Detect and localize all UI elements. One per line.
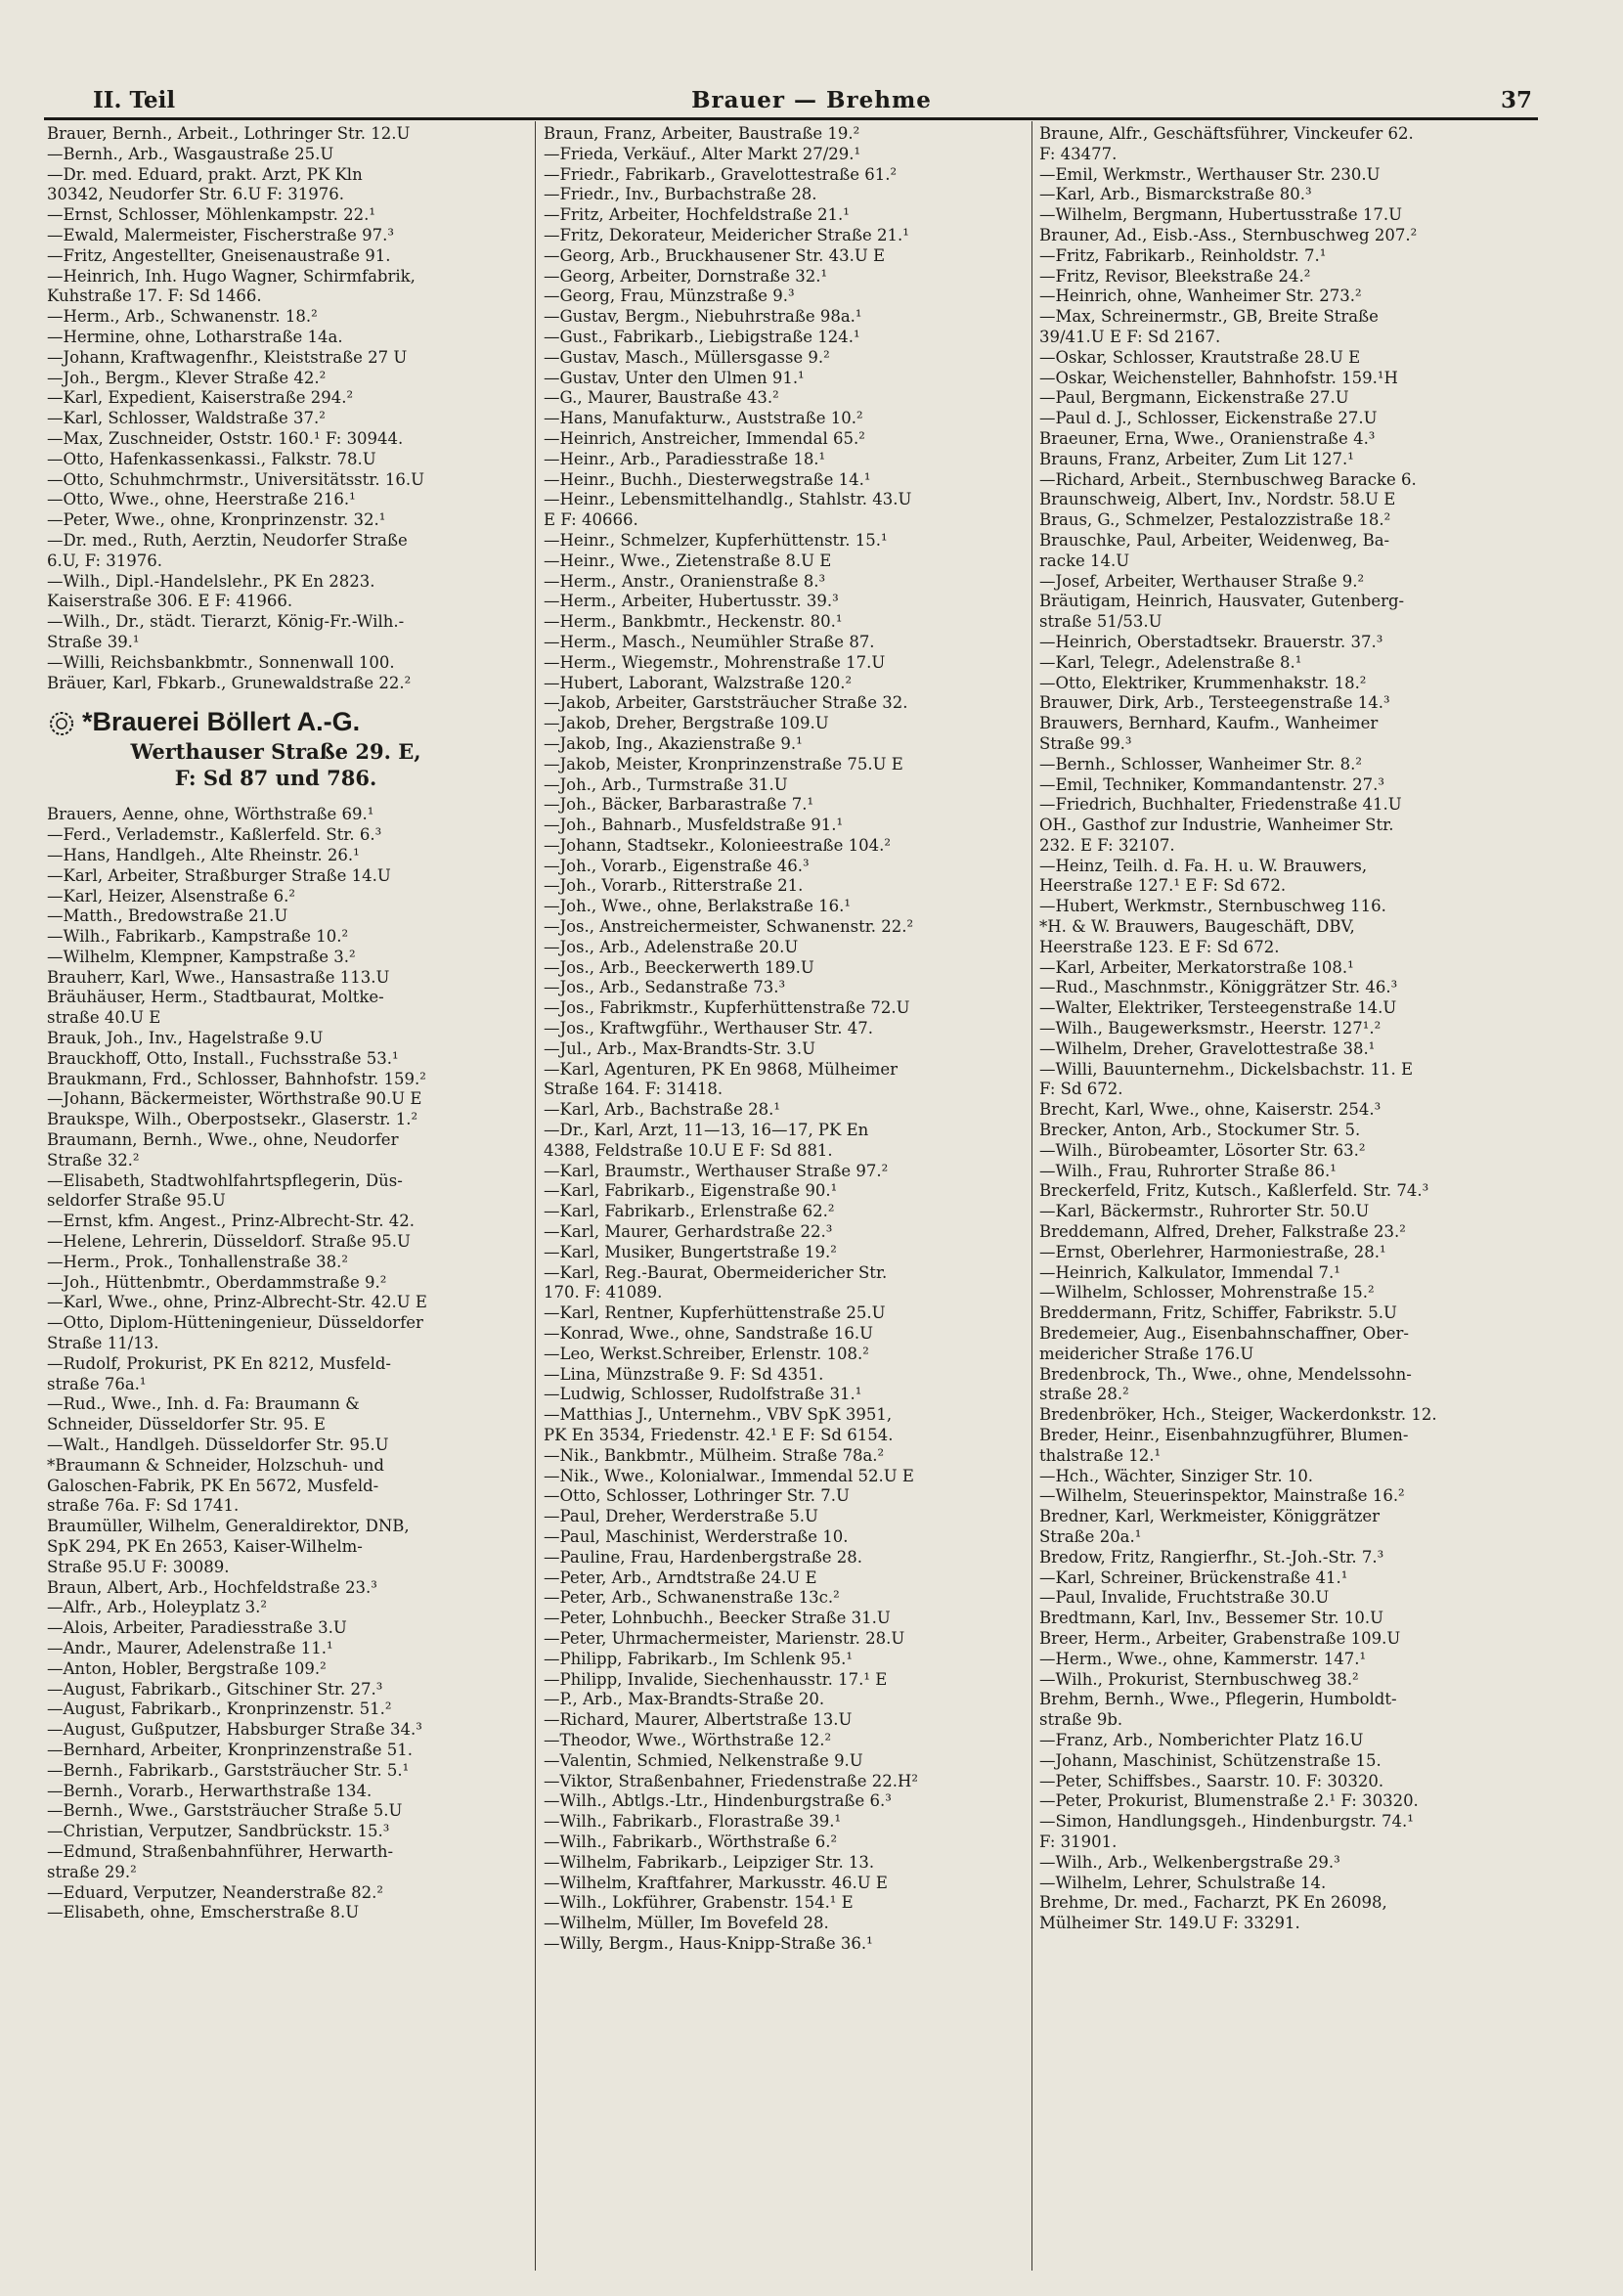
directory-entry-line: —Herm., Bankbmtr., Heckenstr. 80.¹ bbox=[544, 612, 843, 632]
directory-entry-line: Bredow, Fritz, Rangierfhr., St.-Joh.-Str. 7.³ bbox=[1039, 1547, 1384, 1567]
directory-entry-line: —Max, Zuschneider, Oststr. 160.¹ F: 30944. bbox=[47, 428, 404, 448]
directory-entry-line: —Karl, Rentner, Kupferhüttenstraße 25.U bbox=[544, 1303, 886, 1323]
directory-entry-line: straße 28.² bbox=[1039, 1385, 1129, 1404]
directory-entry-line: Bredemeier, Aug., Eisenbahnschaffner, Ober- bbox=[1039, 1324, 1409, 1344]
directory-entry-line: —Paul d. J., Schlosser, Eickenstraße 27.U bbox=[1039, 409, 1378, 428]
directory-entry-line: —Fritz, Revisor, Bleekstraße 24.² bbox=[1039, 266, 1311, 286]
directory-entry-line: —Bernh., Wwe., Garststräucher Straße 5.U bbox=[47, 1801, 403, 1821]
directory-entry-line: Bräuhäuser, Herm., Stadtbaurat, Moltke- bbox=[47, 988, 384, 1007]
directory-entry-line: PK En 3534, Friedenstr. 42.¹ E F: Sd 6154. bbox=[544, 1426, 894, 1444]
directory-entry-line: Braumann, Bernh., Wwe., ohne, Neudorfer bbox=[47, 1130, 399, 1150]
directory-entry-line: —Richard, Maurer, Albertstraße 13.U bbox=[544, 1710, 853, 1730]
directory-entry-line: —G., Maurer, Baustraße 43.² bbox=[544, 388, 779, 408]
directory-entry-line: —Gust., Fabrikarb., Liebigstraße 124.¹ bbox=[544, 327, 860, 346]
directory-entry-line: —Jos., Anstreichermeister, Schwanenstr. 22.² bbox=[544, 917, 914, 937]
directory-entry-line: —Valentin, Schmied, Nelkenstraße 9.U bbox=[544, 1750, 863, 1770]
directory-entry-line: —Wilh., Prokurist, Sternbuschweg 38.² bbox=[1039, 1669, 1359, 1689]
directory-entry-line: Brauschke, Paul, Arbeiter, Weidenweg, Ba- bbox=[1039, 530, 1390, 550]
directory-entry-line: —Matthias J., Unternehm., VBV SpK 3951, bbox=[544, 1405, 893, 1425]
directory-entry-line: —Wilhelm, Fabrikarb., Leipziger Str. 13. bbox=[544, 1852, 875, 1872]
directory-entry-line: —Simon, Handlungsgeh., Hindenburgstr. 74.¹ bbox=[1039, 1812, 1414, 1832]
directory-entry-line: Breddemann, Alfred, Dreher, Falkstraße 23.² bbox=[1039, 1222, 1406, 1242]
directory-entry-line: —Hubert, Werkmstr., Sternbuschweg 116. bbox=[1039, 897, 1386, 916]
entry-list bbox=[1039, 124, 1497, 1934]
directory-entry-line: —Jos., Arb., Sedanstraße 73.³ bbox=[544, 978, 786, 997]
directory-entry-line: seldorfer Straße 95.U bbox=[47, 1191, 226, 1211]
directory-entry-line: —Karl, Fabrikarb., Erlenstraße 62.² bbox=[544, 1202, 835, 1221]
directory-entry-line: —Karl, Reg.-Baurat, Obermeidericher Str. bbox=[544, 1262, 888, 1282]
directory-entry-line: —Wilhelm, Kraftfahrer, Markusstr. 46.U E bbox=[544, 1873, 888, 1892]
directory-entry-line: —Hch., Wächter, Sinziger Str. 10. bbox=[1039, 1466, 1314, 1485]
directory-entry-line: —Willi, Reichsbankbmtr., Sonnenwall 100. bbox=[47, 652, 395, 672]
directory-entry-line: —Peter, Lohnbuchh., Beecker Straße 31.U bbox=[544, 1609, 891, 1628]
directory-entry-line: 170. F: 41089. bbox=[544, 1283, 663, 1303]
directory-entry-line: —Emil, Techniker, Kommandantenstr. 27.³ bbox=[1039, 774, 1384, 794]
directory-entry-line: Brehm, Bernh., Wwe., Pflegerin, Humboldt- bbox=[1039, 1690, 1397, 1709]
directory-entry-line: Straße 164. F: 31418. bbox=[544, 1080, 724, 1099]
directory-entry-line: Heerstraße 127.¹ E F: Sd 672. bbox=[1039, 876, 1287, 896]
directory-entry-line: —Elisabeth, Stadtwohlfahrtspflegerin, Düs- bbox=[47, 1170, 403, 1190]
directory-entry-line: —Alfr., Arb., Holeyplatz 3.² bbox=[47, 1598, 267, 1617]
directory-entry-line: —Fritz, Arbeiter, Hochfeldstraße 21.¹ bbox=[544, 205, 850, 225]
directory-entry-line: —Peter, Wwe., ohne, Kronprinzenstr. 32.¹ bbox=[47, 510, 386, 530]
directory-entry-line: straße 51/53.U bbox=[1039, 612, 1162, 632]
directory-entry-line: —Jakob, Meister, Kronprinzenstraße 75.U E bbox=[544, 754, 903, 773]
directory-entry-line: Brauwer, Dirk, Arb., Tersteegenstraße 14.³ bbox=[1039, 693, 1390, 713]
directory-entry-line: —Leo, Werkst.Schreiber, Erlenstr. 108.² bbox=[544, 1344, 869, 1363]
directory-entry-line: —Wilh., Frau, Ruhrorter Straße 86.¹ bbox=[1039, 1161, 1337, 1180]
directory-entry-line: —P., Arb., Max-Brandts-Straße 20. bbox=[544, 1690, 825, 1709]
directory-entry-line: Breckerfeld, Fritz, Kutsch., Kaßlerfeld. Str. 74.³ bbox=[1039, 1181, 1429, 1201]
directory-entry-line: —Joh., Vorarb., Ritterstraße 21. bbox=[544, 876, 804, 896]
directory-entry-line: —Peter, Schiffsbes., Saarstr. 10. F: 30320. bbox=[1039, 1771, 1384, 1790]
directory-entry-line: —Heinr., Arb., Paradiesstraße 18.¹ bbox=[544, 449, 826, 468]
directory-entry-line: —Hans, Manufakturw., Auststraße 10.² bbox=[544, 409, 863, 428]
directory-entry-line: —Rud., Maschnmstr., Königgrätzer Str. 46.³ bbox=[1039, 978, 1398, 997]
directory-entry-line: —Dr. med. Eduard, prakt. Arzt, PK Kln bbox=[47, 164, 363, 184]
directory-entry-line: Brauherr, Karl, Wwe., Hansastraße 113.U bbox=[47, 967, 390, 987]
directory-entry-line: —Joh., Bergm., Klever Straße 42.² bbox=[47, 368, 327, 387]
directory-entry-line: —Paul, Dreher, Werderstraße 5.U bbox=[544, 1507, 818, 1526]
directory-entry-line: —Lina, Münzstraße 9. F: Sd 4351. bbox=[544, 1364, 824, 1384]
advertiser-address: Werthauser Straße 29. E, bbox=[130, 739, 421, 765]
column-3 bbox=[1039, 124, 1497, 1934]
directory-entry-line: —Johann, Kraftwagenfhr., Kleiststraße 27 U bbox=[47, 347, 408, 367]
directory-entry-line: 30342, Neudorfer Str. 6.U F: 31976. bbox=[47, 185, 344, 204]
directory-entry-line: —Jakob, Dreher, Bergstraße 109.U bbox=[544, 714, 829, 733]
directory-entry-line: —Walter, Elektriker, Tersteegenstraße 14.U bbox=[1039, 998, 1397, 1018]
directory-entry-line: —Otto, Wwe., ohne, Heerstraße 216.¹ bbox=[47, 490, 356, 509]
directory-entry-line: Brauers, Aenne, ohne, Wörthstraße 69.¹ bbox=[47, 805, 374, 824]
directory-entry-line: Braune, Alfr., Geschäftsführer, Vinckeufer 62. bbox=[1039, 124, 1414, 143]
directory-entry-line: E F: 40666. bbox=[544, 510, 638, 530]
directory-entry-line: —Friedrich, Buchhalter, Friedenstraße 41.U bbox=[1039, 795, 1402, 815]
directory-entry-line: SpK 294, PK En 2653, Kaiser-Wilhelm- bbox=[47, 1537, 363, 1556]
directory-entry-line: —Nik., Wwe., Kolonialwar., Immendal 52.U E bbox=[544, 1466, 914, 1485]
directory-entry-line: —Dr., Karl, Arzt, 11—13, 16—17, PK En bbox=[544, 1121, 869, 1140]
directory-entry-line: Kuhstraße 17. F: Sd 1466. bbox=[47, 287, 262, 306]
advertiser-name: *Brauerei Böllert A.-G. bbox=[82, 707, 361, 737]
directory-entry-line: —Dr. med., Ruth, Aerztin, Neudorfer Straße bbox=[47, 530, 408, 550]
directory-entry-line: —Fritz, Angestellter, Gneisenaustraße 91. bbox=[47, 245, 391, 265]
directory-entry-line: —Willy, Bergm., Haus-Knipp-Straße 36.¹ bbox=[544, 1933, 873, 1953]
directory-entry-line: OH., Gasthof zur Industrie, Wanheimer Str. bbox=[1039, 816, 1394, 835]
directory-entry-line: —Heinz, Teilh. d. Fa. H. u. W. Brauwers, bbox=[1039, 856, 1368, 875]
directory-entry-line: Schneider, Düsseldorfer Str. 95. E bbox=[47, 1415, 326, 1435]
directory-entry-line: —Karl, Arbeiter, Straßburger Straße 14.U bbox=[47, 865, 391, 885]
directory-entry-line: Braeuner, Erna, Wwe., Oranienstraße 4.³ bbox=[1039, 428, 1376, 448]
directory-entry-line: —Wilh., Baugewerksmstr., Heerstr. 127¹.² bbox=[1039, 1019, 1382, 1038]
directory-entry-line: —Willi, Bauunternehm., Dickelsbachstr. 11. E bbox=[1039, 1059, 1414, 1079]
directory-entry-line: —Wilhelm, Müller, Im Bovefeld 28. bbox=[544, 1914, 829, 1933]
directory-entry-line: —Herm., Wwe., ohne, Kammerstr. 147.¹ bbox=[1039, 1649, 1367, 1668]
directory-entry-line: —Gustav, Bergm., Niebuhrstraße 98a.¹ bbox=[544, 307, 862, 327]
directory-entry-line: —Otto, Diplom-Hütteningenieur, Düsseldorfer bbox=[47, 1313, 423, 1333]
directory-entry-line: —Karl, Agenturen, PK En 9868, Mülheimer bbox=[544, 1059, 899, 1079]
directory-entry-line: Heerstraße 123. E F: Sd 672. bbox=[1039, 937, 1280, 956]
directory-entry-line: —August, Fabrikarb., Gitschiner Str. 27.³ bbox=[47, 1679, 383, 1699]
directory-entry-line: —Nik., Bankbmtr., Mülheim. Straße 78a.² bbox=[544, 1445, 885, 1465]
directory-entry-line: —Wilhelm, Klempner, Kampstraße 3.² bbox=[47, 947, 356, 966]
directory-entry-line: Braunschweig, Albert, Inv., Nordstr. 58.U E bbox=[1039, 490, 1396, 509]
directory-entry-line: —Wilh., Abtlgs.-Ltr., Hindenburgstraße 6.³ bbox=[544, 1791, 892, 1811]
column-divider bbox=[535, 121, 536, 2271]
directory-entry-line: Brehme, Dr. med., Facharzt, PK En 26098, bbox=[1039, 1893, 1387, 1913]
directory-entry-line: Bräuer, Karl, Fbkarb., Grunewaldstraße 22.² bbox=[47, 673, 412, 692]
directory-entry-line: —Jos., Arb., Adelenstraße 20.U bbox=[544, 937, 799, 956]
directory-entry-line: —Herm., Prok., Tonhallenstraße 38.² bbox=[47, 1252, 348, 1271]
directory-entry-line: —Walt., Handlgeh. Düsseldorfer Str. 95.U bbox=[47, 1435, 389, 1455]
directory-entry-line: —Wilh., Fabrikarb., Florastraße 39.¹ bbox=[544, 1812, 842, 1832]
directory-entry-line: —Oskar, Weichensteller, Bahnhofstr. 159.¹H bbox=[1039, 368, 1398, 387]
directory-entry-line: —Rud., Wwe., Inh. d. Fa: Braumann & bbox=[47, 1394, 360, 1414]
directory-entry-line: —Johann, Bäckermeister, Wörthstraße 90.U E bbox=[47, 1089, 422, 1109]
directory-entry-line: —Hans, Handlgeh., Alte Rheinstr. 26.¹ bbox=[47, 845, 360, 864]
directory-entry-line: —Helene, Lehrerin, Düsseldorf. Straße 95.U bbox=[47, 1232, 411, 1252]
directory-entry-line: —Ernst, Schlosser, Möhlenkampstr. 22.¹ bbox=[47, 205, 375, 225]
directory-entry-line: —Friedr., Fabrikarb., Gravelottestraße 61.² bbox=[544, 164, 898, 184]
directory-entry-line: —Peter, Arb., Schwanenstraße 13c.² bbox=[544, 1588, 840, 1608]
directory-entry-line: —Karl, Schreiner, Brückenstraße 41.¹ bbox=[1039, 1567, 1348, 1587]
directory-entry-line: —Fritz, Fabrikarb., Reinholdstr. 7.¹ bbox=[1039, 245, 1327, 265]
directory-entry-line: —Wilhelm, Schlosser, Mohrenstraße 15.² bbox=[1039, 1283, 1375, 1303]
directory-entry-line: —Otto, Hafenkassenkassi., Falkstr. 78.U bbox=[47, 449, 376, 468]
directory-entry-line: —Karl, Wwe., ohne, Prinz-Albrecht-Str. 42.U E bbox=[47, 1293, 427, 1312]
directory-entry-line: straße 40.U E bbox=[47, 1008, 161, 1028]
directory-entry-line: straße 76a. F: Sd 1741. bbox=[47, 1496, 240, 1516]
directory-entry-line: —Joh., Bahnarb., Musfeldstraße 91.¹ bbox=[544, 816, 844, 835]
directory-entry-line: —Wilh., Fabrikarb., Wörthstraße 6.² bbox=[544, 1832, 838, 1851]
directory-entry-line: —Theodor, Wwe., Wörthstraße 12.² bbox=[544, 1730, 832, 1749]
directory-entry-line: Brauner, Ad., Eisb.-Ass., Sternbuschweg 207.² bbox=[1039, 225, 1418, 244]
directory-entry-line: —Philipp, Fabrikarb., Im Schlenk 95.¹ bbox=[544, 1649, 853, 1668]
directory-entry-line: Braun, Franz, Arbeiter, Baustraße 19.² bbox=[544, 124, 860, 143]
directory-entry-line: straße 76a.¹ bbox=[47, 1374, 147, 1393]
directory-entry-line: —Karl, Maurer, Gerhardstraße 22.³ bbox=[544, 1222, 833, 1242]
directory-entry-line: Bräutigam, Heinrich, Hausvater, Gutenberg- bbox=[1039, 592, 1405, 611]
column-divider bbox=[1031, 121, 1032, 2271]
directory-entry-line: Brauer, Bernh., Arbeit., Lothringer Str. 12.U bbox=[47, 124, 411, 143]
directory-entry-line: —Joh., Arb., Turmstraße 31.U bbox=[544, 774, 788, 794]
entry-list bbox=[47, 124, 504, 693]
directory-entry-line: meidericher Straße 176.U bbox=[1039, 1344, 1254, 1363]
directory-entry-line: —Karl, Fabrikarb., Eigenstraße 90.¹ bbox=[544, 1181, 838, 1201]
page-number: 37 bbox=[1500, 87, 1532, 113]
directory-entry-line: Kaiserstraße 306. E F: 41966. bbox=[47, 592, 293, 611]
directory-entry-line: —Otto, Schlosser, Lothringer Str. 7.U bbox=[544, 1486, 850, 1506]
directory-entry-line: Braukmann, Frd., Schlosser, Bahnhofstr. 159.² bbox=[47, 1069, 426, 1088]
directory-entry-line: thalstraße 12.¹ bbox=[1039, 1445, 1162, 1465]
directory-entry-line: F: 31901. bbox=[1039, 1832, 1118, 1851]
directory-entry-line: —Wilh., Bürobeamter, Lösorter Str. 63.² bbox=[1039, 1140, 1366, 1160]
directory-entry-line: —Herm., Arbeiter, Hubertusstr. 39.³ bbox=[544, 592, 839, 611]
directory-entry-line: —Johann, Maschinist, Schützenstraße 15. bbox=[1039, 1750, 1382, 1770]
directory-entry-line: Straße 95.U F: 30089. bbox=[47, 1557, 230, 1576]
directory-entry-line: Braun, Albert, Arb., Hochfeldstraße 23.³ bbox=[47, 1577, 377, 1597]
directory-entry-line: —Heinr., Wwe., Zietenstraße 8.U E bbox=[544, 551, 832, 570]
entry-list bbox=[544, 124, 1001, 1955]
directory-entry-line: —Bernh., Arb., Wasgaustraße 25.U bbox=[47, 144, 334, 163]
directory-entry-line: —Karl, Arbeiter, Merkatorstraße 108.¹ bbox=[1039, 957, 1354, 977]
directory-entry-line: Straße 99.³ bbox=[1039, 733, 1132, 753]
directory-entry-line: F: Sd 672. bbox=[1039, 1080, 1123, 1099]
directory-entry-line: —Georg, Arbeiter, Dornstraße 32.¹ bbox=[544, 266, 828, 286]
directory-entry-line: —Franz, Arb., Nomberichter Platz 16.U bbox=[1039, 1730, 1364, 1749]
directory-entry-line: Brecht, Karl, Wwe., ohne, Kaiserstr. 254.³ bbox=[1039, 1100, 1382, 1120]
directory-entry-line: —Wilh., Fabrikarb., Kampstraße 10.² bbox=[47, 927, 349, 947]
directory-entry-line: —Karl, Expedient, Kaiserstraße 294.² bbox=[47, 388, 354, 408]
directory-entry-line: —Ernst, Oberlehrer, Harmoniestraße, 28.¹ bbox=[1039, 1242, 1386, 1261]
directory-entry-line: —Anton, Hobler, Bergstraße 109.² bbox=[47, 1658, 327, 1678]
directory-entry-line: —Pauline, Frau, Hardenbergstraße 28. bbox=[544, 1547, 862, 1567]
page-title: Brauer — Brehme bbox=[691, 87, 932, 113]
directory-entry-line: —Emil, Werkmstr., Werthauser Str. 230.U bbox=[1039, 164, 1381, 184]
directory-entry-line: —Heinrich, Oberstadtsekr. Brauerstr. 37.³ bbox=[1039, 632, 1383, 651]
directory-entry-line: 39/41.U E F: Sd 2167. bbox=[1039, 327, 1221, 346]
directory-entry-line: Bredenbröker, Hch., Steiger, Wackerdonkstr. 12. bbox=[1039, 1405, 1437, 1425]
directory-entry-line: —Wilhelm, Bergmann, Hubertusstraße 17.U bbox=[1039, 205, 1403, 225]
directory-entry-line: 4388, Feldstraße 10.U E F: Sd 881. bbox=[544, 1140, 833, 1160]
directory-entry-line: —Bernh., Schlosser, Wanheimer Str. 8.² bbox=[1039, 754, 1362, 773]
column-2 bbox=[544, 124, 1001, 1955]
directory-entry-line: —Richard, Arbeit., Sternbuschweg Baracke 6. bbox=[1039, 469, 1417, 489]
directory-entry-line: racke 14.U bbox=[1039, 551, 1130, 570]
directory-entry-line: —Jakob, Arbeiter, Garststräucher Straße 32. bbox=[544, 693, 908, 713]
directory-entry-line: Braumüller, Wilhelm, Generaldirektor, DNB, bbox=[47, 1517, 410, 1536]
directory-entry-line: —Paul, Invalide, Fruchtstraße 30.U bbox=[1039, 1588, 1330, 1608]
directory-entry-line: Breer, Herm., Arbeiter, Grabenstraße 109.U bbox=[1039, 1628, 1401, 1648]
directory-entry-line: —Otto, Elektriker, Krummenhakstr. 18.² bbox=[1039, 673, 1367, 692]
directory-entry-line: —Herm., Anstr., Oranienstraße 8.³ bbox=[544, 571, 826, 591]
directory-entry-line: —Karl, Heizer, Alsenstraße 6.² bbox=[47, 886, 296, 905]
directory-entry-line: —Jakob, Ing., Akazienstraße 9.¹ bbox=[544, 733, 803, 753]
directory-entry-line: —Frieda, Verkäuf., Alter Markt 27/29.¹ bbox=[544, 144, 861, 163]
directory-entry-line: —Karl, Arb., Bismarckstraße 80.³ bbox=[1039, 185, 1312, 204]
directory-entry-line: —Gustav, Unter den Ulmen 91.¹ bbox=[544, 368, 805, 387]
directory-entry-line: —Friedr., Inv., Burbachstraße 28. bbox=[544, 185, 817, 204]
directory-entry-line: —Ewald, Malermeister, Fischerstraße 97.³ bbox=[47, 225, 395, 244]
directory-entry-line: F: 43477. bbox=[1039, 144, 1118, 163]
directory-entry-line: —Joh., Wwe., ohne, Berlakstraße 16.¹ bbox=[544, 897, 852, 916]
directory-entry-line: —Andr., Maurer, Adelenstraße 11.¹ bbox=[47, 1638, 333, 1657]
directory-entry-line: Brauk, Joh., Inv., Hagelstraße 9.U bbox=[47, 1029, 324, 1048]
directory-entry-line: —Karl, Telegr., Adelenstraße 8.¹ bbox=[1039, 652, 1302, 672]
directory-entry-line: —Heinrich, Anstreicher, Immendal 65.² bbox=[544, 428, 865, 448]
directory-entry-line: —Jos., Fabrikmstr., Kupferhüttenstraße 72.U bbox=[544, 998, 910, 1018]
directory-entry-line: Brecker, Anton, Arb., Stockumer Str. 5. bbox=[1039, 1121, 1361, 1140]
directory-entry-line: —Wilh., Arb., Welkenbergstraße 29.³ bbox=[1039, 1852, 1340, 1872]
directory-entry-line: —Karl, Arb., Bachstraße 28.¹ bbox=[544, 1100, 780, 1120]
directory-entry-line: Mülheimer Str. 149.U F: 33291. bbox=[1039, 1914, 1300, 1933]
directory-entry-line: —Josef, Arbeiter, Werthauser Straße 9.² bbox=[1039, 571, 1365, 591]
directory-entry-line: Braukspe, Wilh., Oberpostsekr., Glaserstr. 1.² bbox=[47, 1110, 418, 1129]
directory-entry-line: —Heinr., Lebensmittelhandlg., Stahlstr. 43.U bbox=[544, 490, 912, 509]
directory-entry-line: —Jul., Arb., Max-Brandts-Str. 3.U bbox=[544, 1038, 816, 1058]
directory-entry-line: *Braumann & Schneider, Holzschuh- und bbox=[47, 1455, 384, 1475]
directory-entry-line: —Max, Schreinermstr., GB, Breite Straße bbox=[1039, 307, 1379, 327]
column-1 bbox=[47, 124, 504, 1923]
directory-entry-line: —Philipp, Invalide, Siechenhausstr. 17.¹ E bbox=[544, 1669, 888, 1689]
directory-entry-line: —Jos., Kraftwgführ., Werthauser Str. 47. bbox=[544, 1019, 873, 1038]
directory-entry-line: *H. & W. Brauwers, Baugeschäft, DBV, bbox=[1039, 917, 1355, 937]
directory-entry-line: —Georg, Arb., Bruckhausener Str. 43.U E bbox=[544, 245, 886, 265]
directory-entry-line: —Wilh., Dr., städt. Tierarzt, König-Fr.-Wilh.- bbox=[47, 612, 405, 632]
directory-entry-line: —Eduard, Verputzer, Neanderstraße 82.² bbox=[47, 1882, 383, 1902]
directory-entry-line: —Joh., Vorarb., Eigenstraße 46.³ bbox=[544, 856, 810, 875]
directory-entry-line: Bredner, Karl, Werkmeister, Königgrätzer bbox=[1039, 1507, 1381, 1526]
directory-entry-line: —Herm., Arb., Schwanenstr. 18.² bbox=[47, 307, 318, 327]
header-rule bbox=[44, 117, 1538, 120]
directory-entry-line: Breddermann, Fritz, Schiffer, Fabrikstr. 5.U bbox=[1039, 1303, 1397, 1323]
directory-entry-line: —Wilhelm, Lehrer, Schulstraße 14. bbox=[1039, 1873, 1327, 1892]
directory-entry-line: —Wilhelm, Dreher, Gravelottestraße 38.¹ bbox=[1039, 1038, 1376, 1058]
directory-entry-line: Brauns, Franz, Arbeiter, Zum Lit 127.¹ bbox=[1039, 449, 1354, 468]
directory-entry-line: —Bernhard, Arbeiter, Kronprinzenstraße 51. bbox=[47, 1740, 413, 1759]
directory-entry-line: —Elisabeth, ohne, Emscherstraße 8.U bbox=[47, 1903, 360, 1922]
directory-entry-line: —Oskar, Schlosser, Krautstraße 28.U E bbox=[1039, 347, 1361, 367]
directory-entry-line: —Heinrich, Kalkulator, Immendal 7.¹ bbox=[1039, 1262, 1340, 1282]
directory-entry-line: Straße 39.¹ bbox=[47, 632, 140, 651]
directory-entry-line: —Herm., Wiegemstr., Mohrenstraße 17.U bbox=[544, 652, 886, 672]
directory-entry-line: Bredenbrock, Th., Wwe., ohne, Mendelssohn- bbox=[1039, 1364, 1412, 1384]
directory-entry-line: —Rudolf, Prokurist, PK En 8212, Musfeld- bbox=[47, 1353, 391, 1373]
directory-entry-line: —Johann, Stadtsekr., Kolonieestraße 104.² bbox=[544, 835, 891, 855]
directory-entry-line: —Georg, Frau, Münzstraße 9.³ bbox=[544, 287, 795, 306]
directory-entry-line: —Otto, Schuhmchrmstr., Universitätsstr. 16.U bbox=[47, 469, 424, 489]
directory-entry-line: —Joh., Hüttenbmtr., Oberdammstraße 9.² bbox=[47, 1272, 387, 1292]
wreath-logo-icon bbox=[47, 709, 76, 738]
directory-entry-line: —Peter, Uhrmachermeister, Marienstr. 28.U bbox=[544, 1628, 905, 1648]
directory-entry-line: —August, Gußputzer, Habsburger Straße 34.³ bbox=[47, 1720, 422, 1740]
directory-entry-line: —August, Fabrikarb., Kronprinzenstr. 51.² bbox=[47, 1700, 392, 1719]
directory-entry-line: —Bernh., Fabrikarb., Garststräucher Str. 5.¹ bbox=[47, 1760, 410, 1780]
directory-entry-line: Braus, G., Schmelzer, Pestalozzistraße 18.² bbox=[1039, 510, 1391, 530]
advertiser-phone: F: Sd 87 und 786. bbox=[174, 766, 377, 791]
directory-entry-line: —Karl, Musiker, Bungertstraße 19.² bbox=[544, 1242, 837, 1261]
directory-entry-line: —Gustav, Masch., Müllersgasse 9.² bbox=[544, 347, 830, 367]
directory-entry-line: Bredtmann, Karl, Inv., Bessemer Str. 10.U bbox=[1039, 1609, 1384, 1628]
directory-entry-line: 232. E F: 32107. bbox=[1039, 835, 1175, 855]
section-label: II. Teil bbox=[93, 87, 176, 113]
directory-entry-line: —Karl, Bäckermstr., Ruhrorter Str. 50.U bbox=[1039, 1202, 1370, 1221]
directory-entry-line: Straße 32.² bbox=[47, 1150, 140, 1170]
directory-entry-line: —Ludwig, Schlosser, Rudolfstraße 31.¹ bbox=[544, 1385, 862, 1404]
directory-entry-line: —Edmund, Straßenbahnführer, Herwarth- bbox=[47, 1841, 394, 1861]
directory-entry-line: —Karl, Braumstr., Werthauser Straße 97.² bbox=[544, 1161, 889, 1180]
directory-entry-line: —Wilh., Dipl.-Handelslehr., PK En 2823. bbox=[47, 571, 375, 591]
directory-entry-line: —Matth., Bredowstraße 21.U bbox=[47, 906, 288, 926]
directory-entry-line: —Ernst, kfm. Angest., Prinz-Albrecht-Str. 42. bbox=[47, 1212, 415, 1231]
entry-list bbox=[47, 805, 504, 1923]
directory-entry-line: —Viktor, Straßenbahner, Friedenstraße 22.H² bbox=[544, 1771, 919, 1790]
directory-entry-line: —Heinr., Schmelzer, Kupferhüttenstr. 15.¹ bbox=[544, 530, 888, 550]
directory-entry-line: Breder, Heinr., Eisenbahnzugführer, Blumen- bbox=[1039, 1426, 1409, 1444]
directory-entry-line: —Jos., Arb., Beeckerwerth 189.U bbox=[544, 957, 814, 977]
directory-entry-line: —Paul, Maschinist, Werderstraße 10. bbox=[544, 1526, 849, 1546]
directory-entry-line: —Bernh., Vorarb., Herwarthstraße 134. bbox=[47, 1781, 373, 1800]
directory-entry-line: straße 9b. bbox=[1039, 1710, 1123, 1730]
directory-entry-line: straße 29.² bbox=[47, 1862, 137, 1881]
directory-entry-line: —Konrad, Wwe., ohne, Sandstraße 16.U bbox=[544, 1324, 874, 1344]
directory-entry-line: —Peter, Prokurist, Blumenstraße 2.¹ F: 30320. bbox=[1039, 1791, 1419, 1811]
directory-entry-line: —Christian, Verputzer, Sandbrückstr. 15.³ bbox=[47, 1822, 390, 1841]
directory-entry-line: —Heinrich, ohne, Wanheimer Str. 273.² bbox=[1039, 287, 1362, 306]
directory-entry-line: —Paul, Bergmann, Eickenstraße 27.U bbox=[1039, 388, 1349, 408]
directory-entry-line: Straße 20a.¹ bbox=[1039, 1526, 1142, 1546]
directory-entry-line: —Heinrich, Inh. Hugo Wagner, Schirmfabrik, bbox=[47, 266, 416, 286]
directory-entry-line: Galoschen-Fabrik, PK En 5672, Musfeld- bbox=[47, 1476, 379, 1495]
directory-entry-line: —Alois, Arbeiter, Paradiesstraße 3.U bbox=[47, 1618, 347, 1638]
directory-entry-line: Brauckhoff, Otto, Install., Fuchsstraße 53.¹ bbox=[47, 1048, 399, 1068]
directory-entry-line: 6.U, F: 31976. bbox=[47, 551, 163, 570]
directory-entry-line: —Heinr., Buchh., Diesterwegstraße 14.¹ bbox=[544, 469, 871, 489]
directory-entry-line: —Herm., Masch., Neumühler Straße 87. bbox=[544, 632, 875, 651]
directory-entry-line: —Ferd., Verlademstr., Kaßlerfeld. Str. 6.³ bbox=[47, 825, 382, 845]
directory-entry-line: Brauwers, Bernhard, Kaufm., Wanheimer bbox=[1039, 714, 1379, 733]
directory-entry-line: Straße 11/13. bbox=[47, 1334, 159, 1353]
directory-entry-line: —Peter, Arb., Arndtstraße 24.U E bbox=[544, 1567, 817, 1587]
brewery-advertisement bbox=[47, 705, 504, 791]
directory-entry-line: —Joh., Bäcker, Barbarastraße 7.¹ bbox=[544, 795, 814, 815]
directory-entry-line: —Wilhelm, Steuerinspektor, Mainstraße 16.² bbox=[1039, 1486, 1405, 1506]
directory-entry-line: —Wilh., Lokführer, Grabenstr. 154.¹ E bbox=[544, 1893, 854, 1913]
directory-entry-line: —Hermine, ohne, Lotharstraße 14a. bbox=[47, 327, 343, 346]
directory-entry-line: —Hubert, Laborant, Walzstraße 120.² bbox=[544, 673, 853, 692]
directory-entry-line: —Karl, Schlosser, Waldstraße 37.² bbox=[47, 409, 326, 428]
directory-entry-line: —Fritz, Dekorateur, Meidericher Straße 21.¹ bbox=[544, 225, 909, 244]
